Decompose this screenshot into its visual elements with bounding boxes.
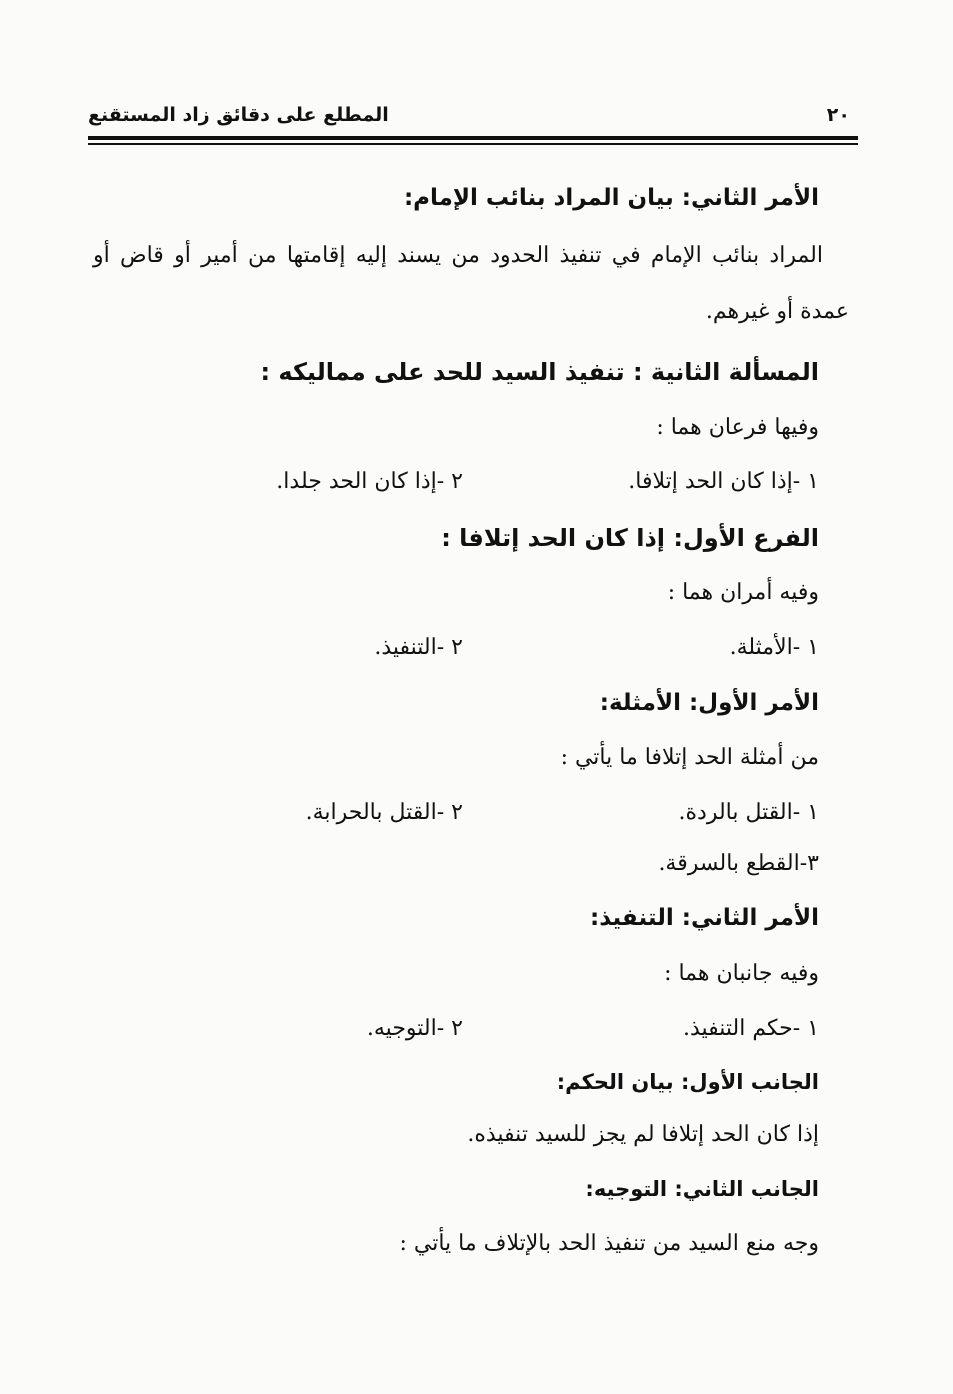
paragraph-hukm: إذا كان الحد إتلافا لم يجز للسيد تنفيذه. (467, 1122, 819, 1147)
intro-amthila: من أمثلة الحد إتلافا ما يأتي : (560, 745, 819, 770)
intro-far-aan: وفيها فرعان هما : (656, 415, 819, 440)
heading-far-1: الفرع الأول: إذا كان الحد إتلافا : (441, 524, 819, 552)
list-item-2: ٢ -التنفيذ. (374, 635, 463, 660)
list-item-2: ٢ -التوجيه. (366, 1016, 463, 1041)
paragraph-tawjih: وجه منع السيد من تنفيذ الحد بالإتلاف ما يأتي : (399, 1231, 819, 1256)
paragraph-line-1: المراد بنائب الإمام في تنفيذ الحدود من يسند إليه إقامتها من أمير أو قاض أو (93, 243, 823, 268)
list-item-1: ١ -الأمثلة. (729, 635, 819, 660)
list-item-1: ١ -إذا كان الحد إتلافا. (628, 469, 819, 494)
intro-janiban: وفيه جانبان هما : (664, 961, 819, 986)
heading-janib-2: الجانب الثاني: التوجيه: (585, 1177, 819, 1201)
intro-amran: وفيه أمران هما : (667, 580, 819, 605)
heading-janib-1: الجانب الأول: بيان الحكم: (556, 1070, 819, 1094)
paragraph-line-2: عمدة أو غيرهم. (705, 299, 849, 324)
heading-masala-2: المسألة الثانية : تنفيذ السيد للحد على مماليكه : (260, 358, 819, 386)
page-number: ٢٠ (826, 104, 850, 126)
list-item-3: ٣-القطع بالسرقة. (658, 851, 819, 876)
heading-amr-2: الأمر الثاني: التنفيذ: (590, 905, 819, 931)
header-rule-thick (88, 136, 858, 140)
heading-naib-imam: الأمر الثاني: بيان المراد بنائب الإمام: (403, 185, 819, 211)
book-title: المطلع على دقائق زاد المستقنع (88, 104, 389, 126)
list-item-2: ٢ -القتل بالحرابة. (305, 800, 463, 825)
heading-amr-1: الأمر الأول: الأمثلة: (599, 690, 819, 716)
list-item-1: ١ -حكم التنفيذ. (682, 1016, 819, 1041)
list-item-1: ١ -القتل بالردة. (678, 800, 819, 825)
header-rule-thin (88, 143, 858, 145)
list-item-2: ٢ -إذا كان الحد جلدا. (276, 469, 463, 494)
running-header (88, 100, 858, 134)
